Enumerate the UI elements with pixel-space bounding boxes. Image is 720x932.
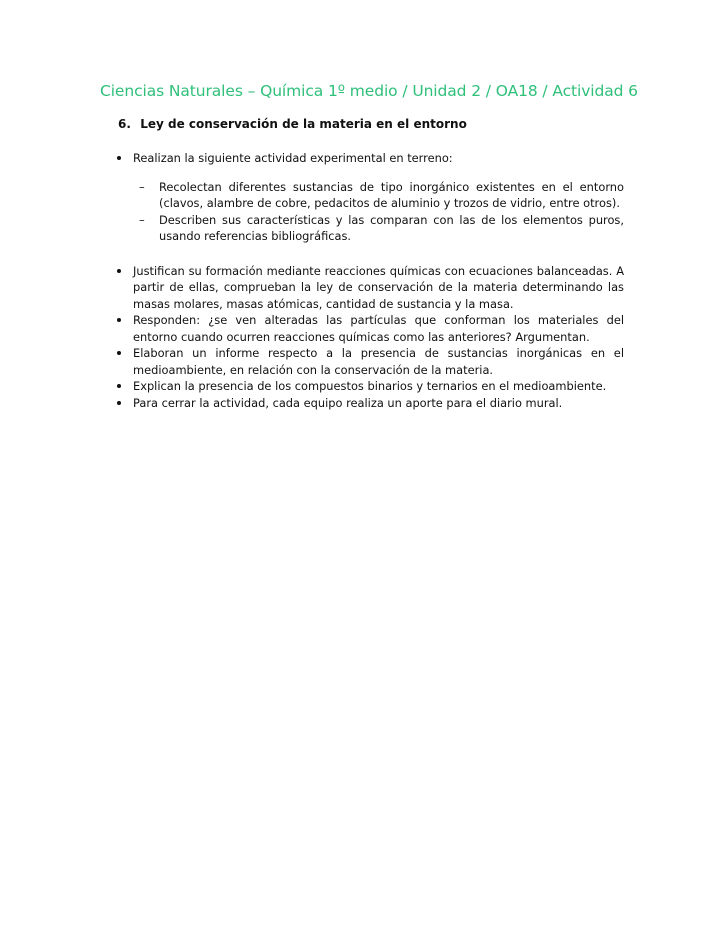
dash-item: – Describen sus características y las comparan con las de los elementos puros, usando referencias bibliográficas.: [133, 212, 624, 245]
bullet-item: [114, 150, 624, 167]
bullet-item: Explican la presencia de los compuestos binarios y ternarios en el medioambiente.: [114, 378, 624, 395]
dash-item: – Recolectan diferentes sustancias de tipo inorgánico existentes en el entorno (clavos, alambre de cobre, pedacitos de aluminio y trozos de vidrio, entre otros).: [133, 179, 624, 212]
activity-content: [114, 150, 624, 411]
section-title: [118, 117, 467, 131]
bullet-item: Para cerrar la actividad, cada equipo realiza un aporte para el diario mural.: [114, 395, 624, 412]
bullet-item: Justifican su formación mediante reacciones químicas con ecuaciones balanceadas. A partir de ellas, comprueban la ley de conservación de la materia determinando las masas molares, masas atómicas, cantidad de sustancia y la masa.: [114, 263, 624, 313]
section-title-text: Ley de conservación de la materia en el entorno: [140, 117, 467, 131]
bullet-text: Realizan la siguiente actividad experimental en terreno:: [133, 151, 453, 165]
activity-bullet-list-continued: [114, 263, 624, 412]
bullet-item: Responden: ¿se ven alteradas las partículas que conforman los materiales del entorno cuando ocurren reacciones químicas como las anteriores? Argumentan.: [114, 312, 624, 345]
page-header-breadcrumb: Ciencias Naturales – Química 1º medio / Unidad 2 / OA18 / Actividad 6: [100, 82, 638, 100]
section-number: 6.: [118, 117, 131, 131]
experimental-subitem-list: [114, 179, 624, 245]
activity-bullet-list: [114, 150, 624, 167]
bullet-item: Elaboran un informe respecto a la presencia de sustancias inorgánicas en el medioambiente, en relación con la conservación de la materia.: [114, 345, 624, 378]
